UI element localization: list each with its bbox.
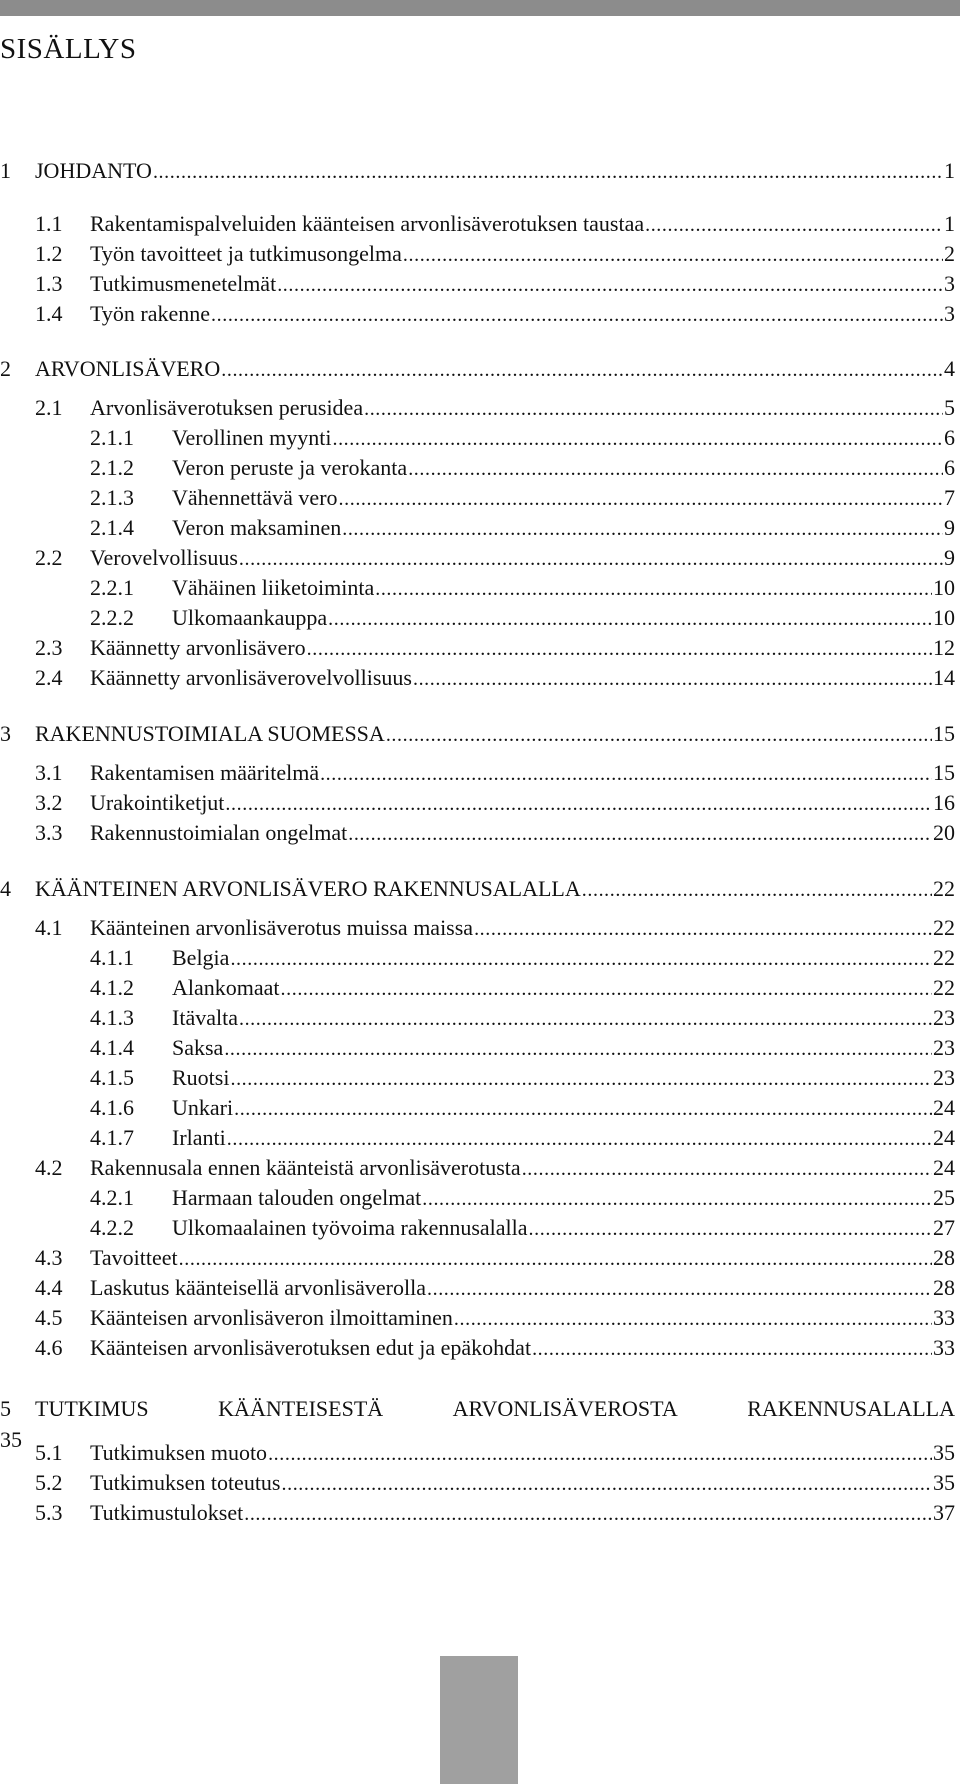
- toc-entry-number: 4.1: [35, 915, 63, 940]
- toc-entry-number: 2.2.2: [90, 605, 134, 630]
- toc-entry[interactable]: [0, 1303, 955, 1334]
- toc-entry-number: 4.1.6: [90, 1095, 134, 1120]
- toc-entry-page: 2: [944, 241, 955, 266]
- toc-entry-page: 23: [933, 1065, 955, 1090]
- toc-entry-number: 4.2: [35, 1155, 63, 1180]
- toc-entry-number: 4.1.4: [90, 1035, 134, 1060]
- toc-entry-page: 15: [933, 760, 955, 785]
- toc-entry-title: Vähennettävä vero: [172, 485, 338, 510]
- toc-entry-page: 23: [933, 1005, 955, 1030]
- toc-dot-leader: [153, 156, 943, 187]
- toc-entry[interactable]: [0, 874, 955, 905]
- toc-entry[interactable]: [0, 603, 955, 634]
- toc-entry-number: 4.2.2: [90, 1215, 134, 1240]
- toc-entry-page: 33: [933, 1335, 955, 1360]
- toc-dot-leader: [332, 423, 943, 454]
- toc-entry[interactable]: [0, 973, 955, 1004]
- toc-entry-title: Rakennusala ennen käänteistä arvonlisäverotusta: [90, 1155, 521, 1180]
- toc-dot-leader: [239, 1003, 932, 1034]
- toc-entry-page: 24: [933, 1125, 955, 1150]
- toc-dot-leader: [582, 874, 932, 905]
- toc-entry-number: 3.2: [35, 790, 63, 815]
- toc-dot-leader: [179, 1243, 932, 1274]
- toc-entry[interactable]: [0, 269, 955, 300]
- toc-entry-page: 4: [944, 356, 955, 381]
- toc-entry-page: 37: [933, 1500, 955, 1525]
- toc-entry-page: 23: [933, 1035, 955, 1060]
- toc-entry[interactable]: [0, 1273, 955, 1304]
- toc-entry-title: Työn tavoitteet ja tutkimusongelma: [90, 241, 402, 266]
- toc-entry-page: 22: [933, 915, 955, 940]
- toc-entry-number: 4.5: [35, 1305, 63, 1330]
- toc-entry-page: 24: [933, 1095, 955, 1120]
- toc-entry-page: 27: [933, 1215, 955, 1240]
- toc-dot-leader: [375, 573, 932, 604]
- toc-dot-leader: [230, 1063, 932, 1094]
- toc-entry-number: 3: [0, 721, 11, 746]
- toc-entry-page: 35: [0, 1427, 22, 1452]
- toc-entry-title: Tutkimuksen muoto: [90, 1440, 268, 1465]
- toc-entry-page: 14: [933, 665, 955, 690]
- toc-entry-number: 2.1.2: [90, 455, 134, 480]
- toc-entry[interactable]: [0, 1243, 955, 1274]
- toc-entry-number: 2.2.1: [90, 575, 134, 600]
- toc-entry-title: Tutkimusmenetelmät: [90, 271, 277, 296]
- toc-entry-number: 1.4: [35, 301, 63, 326]
- toc-entry-number: 4.1.1: [90, 945, 134, 970]
- toc-dot-leader: [225, 788, 932, 819]
- toc-entry-number: 2: [0, 356, 11, 381]
- toc-entry-number: 1.3: [35, 271, 63, 296]
- toc-entry-number: 4.1.7: [90, 1125, 134, 1150]
- toc-entry-number: 2.1.3: [90, 485, 134, 510]
- toc-dot-leader: [230, 943, 932, 974]
- toc-dot-leader: [239, 543, 943, 574]
- toc-dot-leader: [320, 758, 932, 789]
- toc-dot-leader: [348, 818, 932, 849]
- toc-entry-title: Työn rakenne: [90, 301, 211, 326]
- toc-entry-title: Veron maksaminen: [172, 515, 342, 540]
- toc-entry-page: 3: [944, 271, 955, 296]
- toc-entry[interactable]: [0, 156, 955, 187]
- toc-entry[interactable]: [0, 393, 955, 424]
- toc-entry-page: 25: [933, 1185, 955, 1210]
- toc-entry[interactable]: [0, 663, 955, 694]
- toc-entry-title: Ulkomaankauppa: [172, 605, 328, 630]
- toc-dot-leader: [522, 1153, 932, 1184]
- toc-dot-leader: [427, 1273, 932, 1304]
- toc-dot-leader: [403, 239, 943, 270]
- toc-entry-number: 1: [0, 158, 11, 183]
- toc-entry-title: Käänteinen arvonlisäverotus muissa maissa: [90, 915, 474, 940]
- toc-entry-title: Laskutus käänteisellä arvonlisäverolla: [90, 1275, 426, 1300]
- toc-entry[interactable]: [0, 1183, 955, 1214]
- toc-entry[interactable]: [0, 1213, 955, 1244]
- toc-entry-number: 4.4: [35, 1275, 63, 1300]
- toc-dot-leader: [474, 913, 932, 944]
- toc-entry-page: 12: [933, 635, 955, 660]
- toc-entry-page: 3: [944, 301, 955, 326]
- toc-entry[interactable]: [0, 1468, 955, 1499]
- toc-entry-page: 6: [944, 425, 955, 450]
- toc-entry[interactable]: [0, 1003, 955, 1034]
- toc-entry-page: 9: [944, 515, 955, 540]
- toc-entry-page: 22: [933, 975, 955, 1000]
- toc-entry-page: 6: [944, 455, 955, 480]
- toc-entry[interactable]: [0, 719, 955, 750]
- toc-entry-page: 9: [944, 545, 955, 570]
- toc-entry[interactable]: [0, 788, 955, 819]
- toc-dot-leader: [645, 209, 943, 240]
- toc-entry-title: Verollinen myynti: [172, 425, 332, 450]
- toc-entry-title: RAKENNUSTOIMIALA SUOMESSA: [35, 721, 385, 746]
- toc-entry-title: Unkari: [172, 1095, 234, 1120]
- toc-entry[interactable]: [0, 299, 955, 330]
- toc-entry-page: 1: [944, 158, 955, 183]
- toc-entry-number: 2.3: [35, 635, 63, 660]
- toc-entry-title: Käänteisen arvonlisäverotuksen edut ja epäkohdat: [90, 1335, 532, 1360]
- toc-entry-number: 3.1: [35, 760, 63, 785]
- toc-entry-title: Verovelvollisuus: [90, 545, 238, 570]
- toc-entry-number: 5.3: [35, 1500, 63, 1525]
- toc-entry[interactable]: [0, 483, 955, 514]
- toc-entry-page: 15: [933, 721, 955, 746]
- toc-entry-title: TUTKIMUS KÄÄNTEISESTÄ ARVONLISÄVEROSTA RAKENNUSALALLA: [35, 1396, 955, 1421]
- toc-dot-leader: [244, 1498, 932, 1529]
- page-footer-marker: [440, 1656, 518, 1784]
- toc-dot-leader: [386, 719, 932, 750]
- toc-entry-page: 28: [933, 1275, 955, 1300]
- toc-entry-number: 2.1.1: [90, 425, 134, 450]
- toc-entry[interactable]: [0, 1093, 955, 1124]
- toc-entry[interactable]: [0, 1153, 955, 1184]
- toc-entry-title: KÄÄNTEINEN ARVONLISÄVERO RAKENNUSALALLA: [35, 876, 581, 901]
- toc-entry-number: 5: [0, 1396, 11, 1421]
- toc-entry-title: Rakentamisen määritelmä: [90, 760, 320, 785]
- toc-entry-title: Vähäinen liiketoiminta: [172, 575, 375, 600]
- toc-entry-number: 4.1.5: [90, 1065, 134, 1090]
- toc-dot-leader: [422, 1183, 932, 1214]
- toc-entry-title: Käännetty arvonlisävero: [90, 635, 306, 660]
- toc-dot-leader: [221, 354, 943, 385]
- toc-entry-title: Alankomaat: [172, 975, 280, 1000]
- toc-entry-title: Urakointiketjut: [90, 790, 225, 815]
- toc-dot-leader: [342, 513, 943, 544]
- toc-entry[interactable]: [0, 209, 955, 240]
- toc-entry-number: 4.1.3: [90, 1005, 134, 1030]
- toc-entry-title: Ulkomaalainen työvoima rakennusalalla: [172, 1215, 528, 1240]
- toc-entry-title: Veron peruste ja verokanta: [172, 455, 408, 480]
- toc-entry-title: Tavoitteet: [90, 1245, 178, 1270]
- toc-entry[interactable]: [0, 758, 955, 789]
- toc-entry-title: ARVONLISÄVERO: [35, 356, 221, 381]
- toc-entry-number: 1.2: [35, 241, 63, 266]
- toc-dot-leader: [234, 1093, 932, 1124]
- top-divider-bar: [0, 0, 960, 16]
- toc-entry-number: 3.3: [35, 820, 63, 845]
- toc-dot-leader: [529, 1213, 932, 1244]
- toc-entry-number: 5.2: [35, 1470, 63, 1495]
- toc-entry-title: Irlanti: [172, 1125, 226, 1150]
- toc-entry-page: 24: [933, 1155, 955, 1180]
- toc-entry-page: 16: [933, 790, 955, 815]
- toc-entry-title: Itävalta: [172, 1005, 238, 1030]
- toc-dot-leader: [532, 1333, 932, 1364]
- toc-entry[interactable]: [0, 354, 955, 385]
- toc-entry-title: Käännetty arvonlisäverovelvollisuus: [90, 665, 412, 690]
- toc-dot-leader: [408, 453, 943, 484]
- toc-dot-leader: [227, 1123, 932, 1154]
- toc-entry-page: 35: [933, 1470, 955, 1495]
- toc-entry-number: 2.2: [35, 545, 63, 570]
- toc-entry[interactable]: [0, 513, 955, 544]
- toc-dot-leader: [307, 633, 932, 664]
- toc-entry-page: 22: [933, 876, 955, 901]
- toc-dot-leader: [454, 1303, 932, 1334]
- toc-entry-title: Saksa: [172, 1035, 224, 1060]
- toc-entry-number: 4.1.2: [90, 975, 134, 1000]
- toc-entry[interactable]: [0, 633, 955, 664]
- toc-entry-number: 2.1: [35, 395, 63, 420]
- toc-entry-title: Tutkimuksen toteutus: [90, 1470, 281, 1495]
- toc-entry[interactable]: [0, 1033, 955, 1064]
- toc-entry[interactable]: [0, 1333, 955, 1364]
- toc-entry[interactable]: [0, 1063, 955, 1094]
- toc-dot-leader: [224, 1033, 932, 1064]
- toc-dot-leader: [277, 269, 943, 300]
- toc-entry-title: Arvonlisäverotuksen perusidea: [90, 395, 364, 420]
- toc-entry-page: 20: [933, 820, 955, 845]
- toc-entry-page: 1: [944, 211, 955, 236]
- toc-entry-number: 4.3: [35, 1245, 63, 1270]
- toc-entry-number: 4: [0, 876, 11, 901]
- toc-entry[interactable]: [0, 1438, 955, 1469]
- toc-entry-page: 22: [933, 945, 955, 970]
- toc-entry-title: Tutkimustulokset: [90, 1500, 244, 1525]
- toc-entry[interactable]: [0, 239, 955, 270]
- toc-entry[interactable]: [0, 1498, 955, 1529]
- toc-entry-page: 10: [933, 605, 955, 630]
- toc-entry[interactable]: [0, 1123, 955, 1154]
- toc-entry[interactable]: [0, 573, 955, 604]
- toc-entry-title: Käänteisen arvonlisäveron ilmoittaminen: [90, 1305, 453, 1330]
- toc-dot-leader: [413, 663, 932, 694]
- toc-dot-leader: [328, 603, 932, 634]
- toc-entry-number: 4.2.1: [90, 1185, 134, 1210]
- toc-dot-leader: [211, 299, 943, 330]
- toc-entry-page: 28: [933, 1245, 955, 1270]
- toc-dot-leader: [282, 1468, 933, 1499]
- toc-dot-leader: [268, 1438, 932, 1469]
- toc-entry-title: JOHDANTO: [35, 158, 152, 183]
- toc-entry-title: Harmaan talouden ongelmat: [172, 1185, 422, 1210]
- toc-entry-title: Rakentamispalveluiden käänteisen arvonlisäverotuksen taustaa: [90, 211, 645, 236]
- toc-dot-leader: [339, 483, 943, 514]
- toc-entry-title: Ruotsi: [172, 1065, 230, 1090]
- toc-entry-number: 2.1.4: [90, 515, 134, 540]
- page-title: SISÄLLYS: [0, 33, 137, 65]
- toc-entry-page: 5: [944, 395, 955, 420]
- toc-entry-number: 4.6: [35, 1335, 63, 1360]
- toc-entry-title: Rakennustoimialan ongelmat: [90, 820, 348, 845]
- toc-entry[interactable]: [0, 943, 955, 974]
- toc-entry[interactable]: [0, 818, 955, 849]
- toc-entry-number: 1.1: [35, 211, 63, 236]
- toc-entry-page: 10: [933, 575, 955, 600]
- toc-entry-page: 7: [944, 485, 955, 510]
- toc-dot-leader: [281, 973, 932, 1004]
- toc-dot-leader: [364, 393, 943, 424]
- toc-entry-page: 35: [933, 1440, 955, 1465]
- toc-entry[interactable]: [0, 423, 955, 454]
- toc-entry-number: 5.1: [35, 1440, 63, 1465]
- toc-entry[interactable]: [0, 543, 955, 574]
- toc-entry-number: 2.4: [35, 665, 63, 690]
- toc-entry-title: Belgia: [172, 945, 230, 970]
- toc-entry[interactable]: [0, 453, 955, 484]
- toc-entry[interactable]: [0, 913, 955, 944]
- toc-entry-page: 33: [933, 1305, 955, 1330]
